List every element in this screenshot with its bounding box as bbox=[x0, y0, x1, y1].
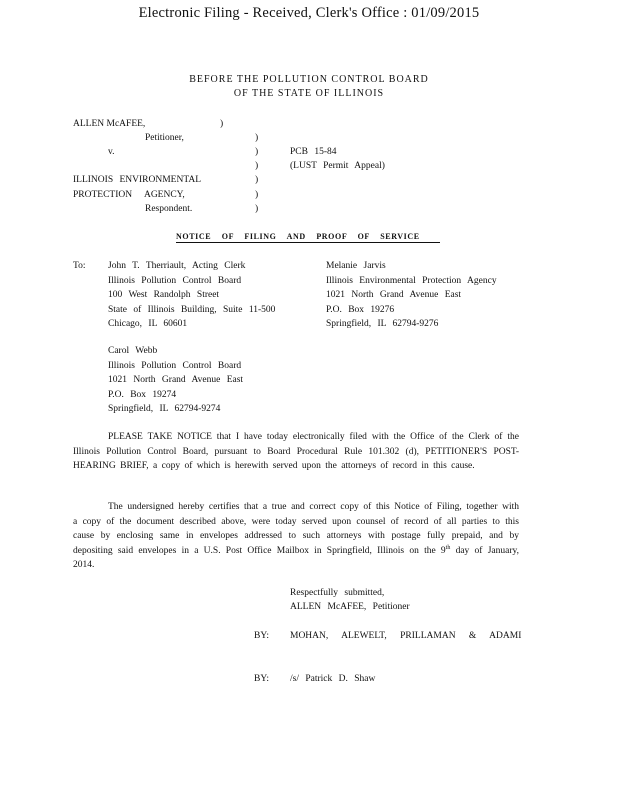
closing-party: ALLEN McAFEE, Petitioner bbox=[290, 602, 410, 612]
law-firm-name: MOHAN, ALEWELT, PRILLAMAN & ADAMI bbox=[290, 631, 522, 641]
notice-title: NOTICE OF FILING AND PROOF OF SERVICE bbox=[176, 232, 440, 243]
address-line: Illinois Pollution Control Board bbox=[108, 360, 242, 371]
address-line: John T. Therriault, Acting Clerk bbox=[108, 261, 246, 271]
address-line: 100 West Randolph Street bbox=[108, 290, 220, 300]
case-number: PCB 15-84 bbox=[290, 147, 337, 157]
address-line: Springfield, IL 62794-9274 bbox=[108, 404, 221, 414]
certification-text: The undersigned hereby certifies that a true and correct copy of this Notice of Filing, together with a copy of the document described above, were today served upon counsel of record of all parties to this cause by enclosing same in envelopes addressed to such attorneys with postage fully prepaid, and by depositing said envelopes in a U.S. Post Office Mailbox in Springfield, Illinois on the 9 bbox=[73, 502, 519, 556]
address-line: P.O. Box 19274 bbox=[108, 389, 177, 400]
by-label: BY: bbox=[254, 674, 269, 684]
petitioner-name: ALLEN McAFEE, bbox=[73, 119, 146, 129]
notice-paragraph bbox=[73, 430, 519, 474]
caption-paren: ) bbox=[255, 133, 259, 143]
respondent-name-line-2: PROTECTION AGENCY, bbox=[73, 190, 185, 200]
caption-paren: ) bbox=[255, 161, 259, 171]
address-line: Melanie Jarvis bbox=[326, 261, 386, 271]
caption-paren: ) bbox=[255, 147, 259, 157]
address-line: Carol Webb bbox=[108, 346, 158, 356]
versus-label: v. bbox=[108, 147, 115, 157]
recipient-block-clerk bbox=[108, 259, 275, 332]
address-line: Chicago, IL 60601 bbox=[108, 319, 188, 329]
notice-paragraph-text: PLEASE TAKE NOTICE that I have today electronically filed with the Office of the Clerk of the Illinois Pollution Control Board, pursuant to Board Procedural Rule 101.302 (d), PETITIONER'S POST-HEARING BRIEF, a copy of which is herewith served upon the attorneys of record in this cause. bbox=[73, 432, 519, 471]
caption-paren: ) bbox=[255, 175, 259, 185]
board-heading-line-2: OF THE STATE OF ILLINOIS bbox=[233, 88, 385, 99]
caption-paren: ) bbox=[255, 204, 259, 214]
recipient-block-epa bbox=[326, 259, 497, 332]
petitioner-role: Petitioner, bbox=[145, 133, 184, 143]
address-line: Illinois Environmental Protection Agency bbox=[326, 275, 497, 286]
case-type: (LUST Permit Appeal) bbox=[290, 161, 385, 171]
caption-paren: ) bbox=[255, 190, 259, 200]
board-heading-line-1: BEFORE THE POLLUTION CONTROL BOARD bbox=[189, 74, 429, 85]
address-line: P.O. Box 19276 bbox=[326, 304, 395, 315]
ordinal-suffix: th bbox=[445, 544, 451, 551]
filing-stamp: Electronic Filing - Received, Clerk's Office : 01/09/2015 bbox=[138, 5, 480, 21]
address-line: Illinois Pollution Control Board bbox=[108, 275, 242, 286]
closing-salutation: Respectfully submitted, bbox=[290, 588, 385, 598]
respondent-name-line-1: ILLINOIS ENVIRONMENTAL bbox=[73, 175, 202, 185]
certification-text-end: day of January, 2014. bbox=[73, 545, 519, 570]
to-label: To: bbox=[73, 261, 86, 271]
address-line: 1021 North Grand Avenue East bbox=[108, 375, 244, 385]
respondent-role: Respondent. bbox=[145, 204, 193, 214]
by-label: BY: bbox=[254, 631, 269, 641]
attorney-signature: /s/ Patrick D. Shaw bbox=[290, 674, 376, 684]
address-line: 1021 North Grand Avenue East bbox=[326, 290, 462, 300]
address-line: Springfield, IL 62794-9276 bbox=[326, 319, 439, 329]
address-line: State of Illinois Building, Suite 11-500 bbox=[108, 304, 276, 315]
certification-paragraph bbox=[73, 500, 519, 573]
caption-paren: ) bbox=[220, 119, 224, 129]
recipient-block-webb bbox=[108, 344, 243, 417]
